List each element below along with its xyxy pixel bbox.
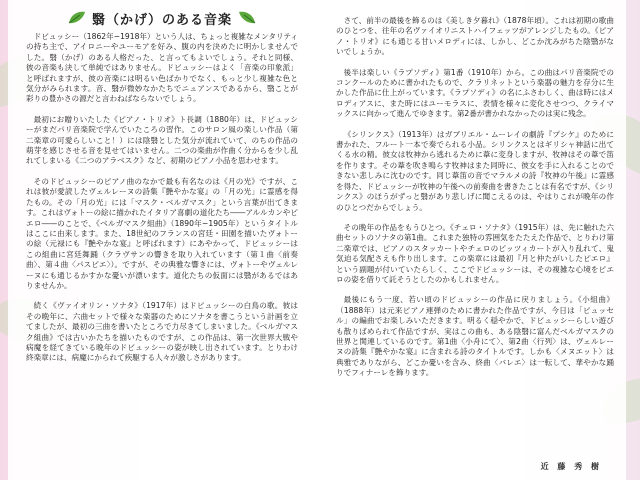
leaf-icon xyxy=(238,11,256,25)
right-paragraph-4: その晩年の作品をもうひとつ。《チェロ・ソナタ》（1915年）は、先に触れた六曲セットのソナタの第1曲。これまた独特の雰囲気をたたえた作品で、とりわけ第二楽章では、ピアノのスタッカートやチェロのピッツィカートが入り乱れて、鬼気迫る気配さえも作り出します。この楽章には最初『月と仲たがいしたピエロ』という副題が付いていたらしく、ここでドビュッシーは、その複雑な心境をピエロの姿を借りて託そうとしたのかもしれません。 xyxy=(336,222,614,284)
right-paragraph-2: 後半は楽しい《ラプソディ》第1番（1910年）から。この曲はパリ音楽院でのコンクールのために書かれたもので、クラリネットという楽器の魅力を存分に生かした作品に仕上がっています。《ラプソディ》の名にふさわしく、曲は時にはメロディアスに、また時にはユーモラスに、表情を様々に変化させつつ、クライマックスに向かって進んでゆきます。第2番が書かれなかったのは実に残念。 xyxy=(336,67,614,119)
left-page xyxy=(8,0,312,480)
page-heading xyxy=(68,7,256,29)
left-paragraph-4: 続く《ヴァイオリン・ソナタ》（1917年）はドビュッシーの白鳥の歌。彼はその晩年に、六曲セットで様々な楽器のためにソナタを書こうという計画を立てましたが、最初の三曲を書いたところで力尽きてしまいました。《ベルガマスク組曲》では古いかたちを描いたものですが、この作品は、第一次世界大戦や病魔を経てきている晩年のドビュッシーの姿が映し出されています。とりわけ終楽章には、病魔にかられて疾駆する人々が激しさがあります。 xyxy=(26,301,298,363)
right-paragraph-1: さて、前半の最後を飾るのは《美しき夕暮れ》（1878年頃）。これは初期の歌曲のひとつを、往年の名ヴァイオリニストハイフェッツがアレンジしたもの。《ピアノ・トリオ》にも通じる甘いメロディには、しかし、どこか沈みがちた陰翳がないでしょうか。 xyxy=(336,16,614,57)
left-paragraph-1: ドビュッシー（1862年−1918年）という人は、ちょっと複雑なメンタリティの持ち主で、アイロニーやユーモアを好み、腹の内を決めたに明かしませんでした。翳（かげ）のある人格だった、と言ってもよいでしょう。それと同様、彼の音楽も決して単純ではありません。ドビュッシーはよく「音楽の印象派」と呼ばれますが、彼の音楽には明るい色ばかりでなく、もっと少し複雑な色と気分がみられます。音、翳が微妙なかたちでニュアンスであるから、翳ことが彩りの豊かさの源だと言わねばならないでしょう。 xyxy=(26,32,298,104)
left-paragraph-3: そのドビュッシーのピアノ曲のなかで最も有名なのは《月の光》ですが、これは彼が愛読したヴェルレーヌの詩集『艶やかな宴』の「月の光」に霊感を得たもの。その「月の光」には「マスク・ベルガマスク」という言葉が出てきます。これはヴォトーの絵に描かれたイタリア喜劇の道化たち――アルルカンやピエロ――のことで、《ベルガマスク組曲》（1890年−1905年）というタイトルはここに由来します。また、18世紀のフランスの宮廷・田園を描いたヴォトーの絵（元禄にも『艶やかな宴』と呼ばれます）にあやかって、ドビュッシーはこの組曲に宮廷舞踊（クラヴサンの響きを取り入れています（第１曲〈前奏曲〉、第４曲〈パスピエ〉）。ですが、その典雅な響きには、ヴォトーやヴェルレーヌにも通じるかすかな憂いが漂います。道化たちの仮面には翳があるではありませんか。 xyxy=(26,176,298,290)
left-paragraph-2: 最初にお贈りいたした《ピアノ・トリオ》ト長調（1880年）は、ドビュッシーがまだパリ音楽院で学んでいたころの習作。このサロン風の楽しい作品（第二楽章の可愛らしいこと！）には陰翳とした気分が流れていて、のちの作品の萌芽を感じさせる音を見せてはいません。二つの楽曲が作曲く分からを少し乱れてしまいる《二つのアラベスク》など、初期のピアノ小品を思わせます。 xyxy=(26,114,298,166)
author-signature: 近 藤 秀 樹 xyxy=(540,461,602,471)
right-page xyxy=(322,0,626,480)
right-paragraph-5: 最後にもう一度、若い頃のドビュッシーの作品に戻りましょう。《小組曲》（1888年）は元来ピアノ連弾のために書かれた作品ですが、今日は「ビュッセル」の編曲でお楽しみいただきます。明るく穏やかで、ドビュッシーらしい遊びも散りばめられて作品ですが、実はこの曲も、ある陰翳に富んだベルガマスクの世界と関連しているのです。第1曲〈小舟にて〉、第2曲〈行列〉は、ヴェルレーヌの詩集『艶やかな宴』に含まれる詩のタイトルです。しかも〈メヌエット〉は典雅でありながら、どこか憂いを含み、終曲〈バレエ〉は一転して、華やかな踊りでフィナーレを飾ります。 xyxy=(336,295,614,378)
page-title: 翳（かげ）のある音楽 xyxy=(92,12,233,28)
leaf-icon xyxy=(68,11,86,25)
right-paragraph-3: 《シリンクス》（1913年）はガブリエル・ムーレイの劇詩『プシケ』のために書かれた、フルート一本で奏でられる小品。シリンクスとはギリシャ神話に出てくる水の精。彼女は牧神から逃れるために葦に変身しますが、牧神はその葦で笛を作ります。その葦を吹き鳴らす牧神はまた同時に、彼女を手に入れることのできない悲しみに沈むのです。同じ葦笛の音でマラルメの詩『牧神の午後』に霊感を得た、ドビュッシーが牧神の午後への前奏曲を書きたことは有名ですが、《シリンクス》のほうがずっと翳があり悲しげに聞こえるのは、やはりこれが晩年の作のひとつだからでしょう。 xyxy=(336,129,614,212)
